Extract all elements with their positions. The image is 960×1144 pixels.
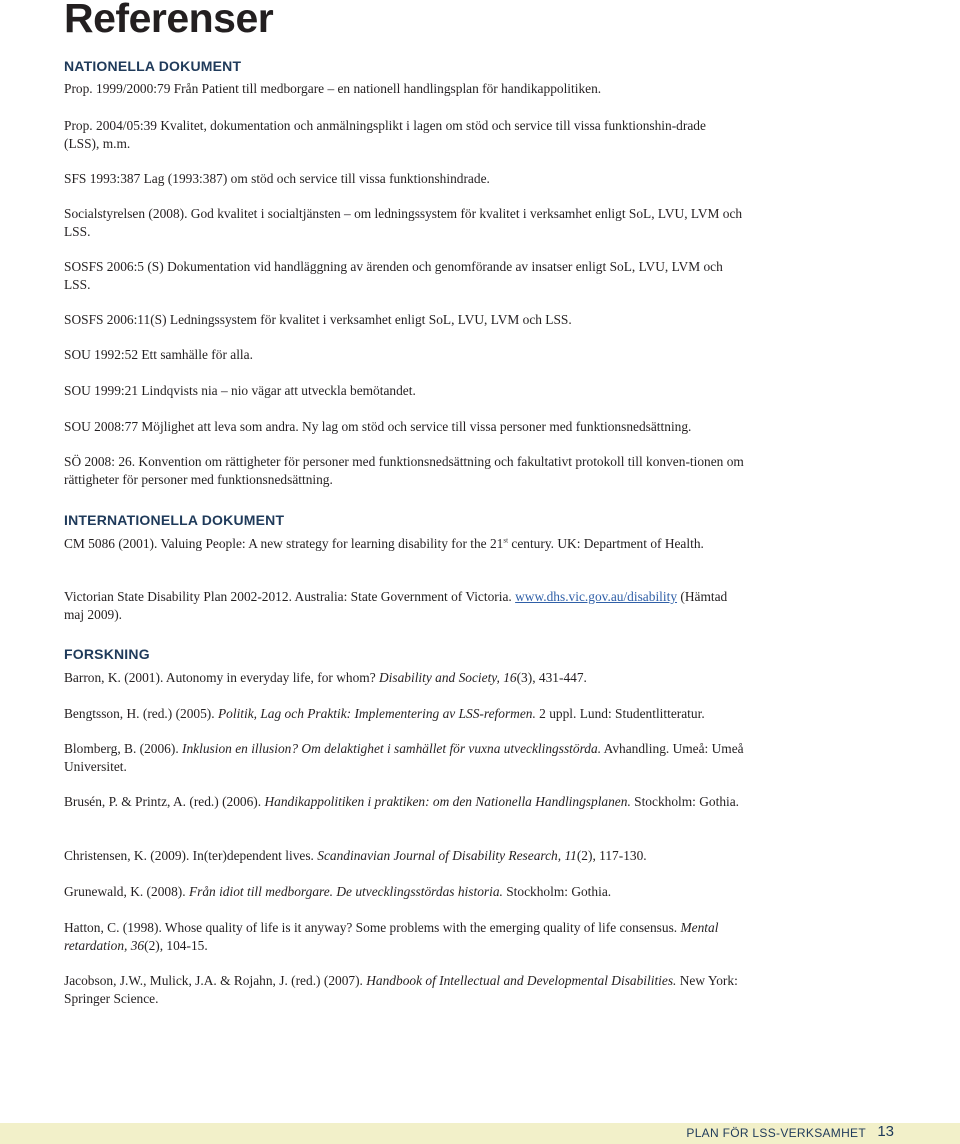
ref-italic: Handikappolitiken i praktiken: om den Nationella Handlingsplanen.	[264, 794, 631, 809]
international-heading-wrap	[64, 512, 744, 528]
footer-label-text: PLAN FÖR LSS-VERKSAMHET	[686, 1126, 866, 1140]
ref-national-8: SOU 2008:77 Möjlighet att leva som andra. Ny lag om stöd och service till vissa personer med funktionsnedsättning.	[64, 419, 692, 434]
ref-vic-text-end: (Hämtad maj 2009).	[64, 589, 728, 622]
ref-text: Barron, K. (2001). Autonomy in everyday life, for whom?	[64, 670, 379, 685]
ref-text-end: New York: Springer Science.	[64, 973, 738, 1006]
ref-national-9: SÖ 2008: 26. Konvention om rättigheter för personer med funktionsnedsättning och fakultativt protokoll till konven-tionen om rättigheter för personer med funktionsnedsättning.	[64, 454, 744, 487]
ref-national-1: Prop. 2004/05:39 Kvalitet, dokumentation och anmälningsplikt i lagen om stöd och service till vissa funktionshin-drade (LSS), m.m.	[64, 118, 706, 151]
ref-cm-text: CM 5086 (2001). Valuing People: A new strategy for learning disability for the 21	[64, 536, 504, 551]
ref-text-end: Stockholm: Gothia.	[630, 794, 740, 809]
ref-text-end: (2), 117-130.	[576, 848, 647, 863]
ref-research-6	[64, 919, 744, 955]
ref-text: Jacobson, J.W., Mulick, J.A. & Rojahn, J. (red.) (2007).	[64, 973, 367, 988]
ref-italic: Disability and Society, 16	[378, 670, 517, 685]
page-number: 13	[877, 1123, 894, 1140]
ref-international-vic	[64, 588, 744, 624]
ref-research-4	[64, 847, 744, 865]
ref-italic: Handbook of Intellectual and Developmental Disabilities.	[366, 973, 677, 988]
national-heading-wrap	[64, 58, 744, 74]
ref-text-end: Avhandling. Umeå: Umeå Universitet.	[64, 741, 744, 774]
ref-national-6: SOU 1992:52 Ett samhälle för alla.	[64, 347, 253, 362]
ref-italic: Scandinavian Journal of Disability Research, 11	[317, 848, 577, 863]
ref-text: Grunewald, K. (2008).	[64, 884, 189, 899]
ref-research-2	[64, 740, 744, 776]
ref-national-7: SOU 1999:21 Lindqvists nia – nio vägar att utveckla bemötandet.	[64, 383, 416, 398]
research-heading-wrap	[64, 646, 744, 662]
section-heading-research: FORSKNING	[64, 646, 150, 662]
ref-text-end: Stockholm: Gothia.	[502, 884, 612, 899]
ref-cm-sup: st	[503, 536, 509, 545]
ref-italic: Inklusion en illusion? Om delaktighet i samhället för vuxna utvecklingsstörda.	[182, 741, 602, 756]
ref-italic: Politik, Lag och Praktik: Implementering av LSS-reformen.	[217, 706, 536, 721]
ref-international-cm	[64, 535, 744, 553]
dhs-disability-link[interactable]: www.dhs.vic.gov.au/disability	[515, 589, 678, 604]
ref-text: Bengtsson, H. (red.) (2005).	[64, 706, 218, 721]
ref-national-4: SOSFS 2006:5 (S) Dokumentation vid handläggning av ärenden och genomförande av insatser enligt SoL, LVU, LVM och LSS.	[64, 259, 723, 292]
footer-label	[686, 1126, 892, 1140]
ref-research-5	[64, 883, 744, 901]
ref-text: Blomberg, B. (2006).	[64, 741, 183, 756]
ref-text: Brusén, P. & Printz, A. (red.) (2006).	[64, 794, 265, 809]
ref-text: Christensen, K. (2009). In(ter)dependent lives.	[64, 848, 318, 863]
ref-research-7	[64, 972, 744, 1008]
ref-national-5: SOSFS 2006:11(S) Ledningssystem för kvalitet i verksamhet enligt SoL, LVU, LVM och LSS.	[64, 312, 572, 327]
ref-research-3	[64, 793, 744, 811]
ref-text-end: (3), 431-447.	[516, 670, 587, 685]
ref-national-3: Socialstyrelsen (2008). God kvalitet i socialtjänsten – om ledningssystem för kvalitet i verksamhet enligt SoL, LVU, LVM och LSS.	[64, 206, 743, 239]
ref-text-end: 2 uppl. Lund: Studentlitteratur.	[535, 706, 705, 721]
ref-research-0	[64, 669, 744, 687]
ref-national-2: SFS 1993:387 Lag (1993:387) om stöd och service till vissa funktionshindrade.	[64, 171, 490, 186]
section-heading-international: INTERNATIONELLA DOKUMENT	[64, 512, 285, 528]
ref-text: Hatton, C. (1998). Whose quality of life is it anyway? Some problems with the emerging quality of life consensus.	[64, 920, 681, 935]
ref-national-0: Prop. 1999/2000:79 Från Patient till medborgare – en nationell handlingsplan för handikappolitiken.	[64, 81, 602, 96]
ref-text-end: (2), 104-15.	[144, 938, 208, 953]
ref-italic: Från idiot till medborgare. De utvecklingsstördas historia.	[188, 884, 503, 899]
ref-cm-text-end: century. UK: Department of Health.	[508, 536, 704, 551]
page-title: Referenser	[64, 0, 274, 41]
ref-research-1	[64, 705, 744, 723]
section-heading-national: NATIONELLA DOKUMENT	[64, 58, 242, 74]
ref-italic: Mental retardation, 36	[64, 920, 719, 953]
ref-vic-text: Victorian State Disability Plan 2002-2012. Australia: State Government of Victoria.	[64, 589, 516, 604]
